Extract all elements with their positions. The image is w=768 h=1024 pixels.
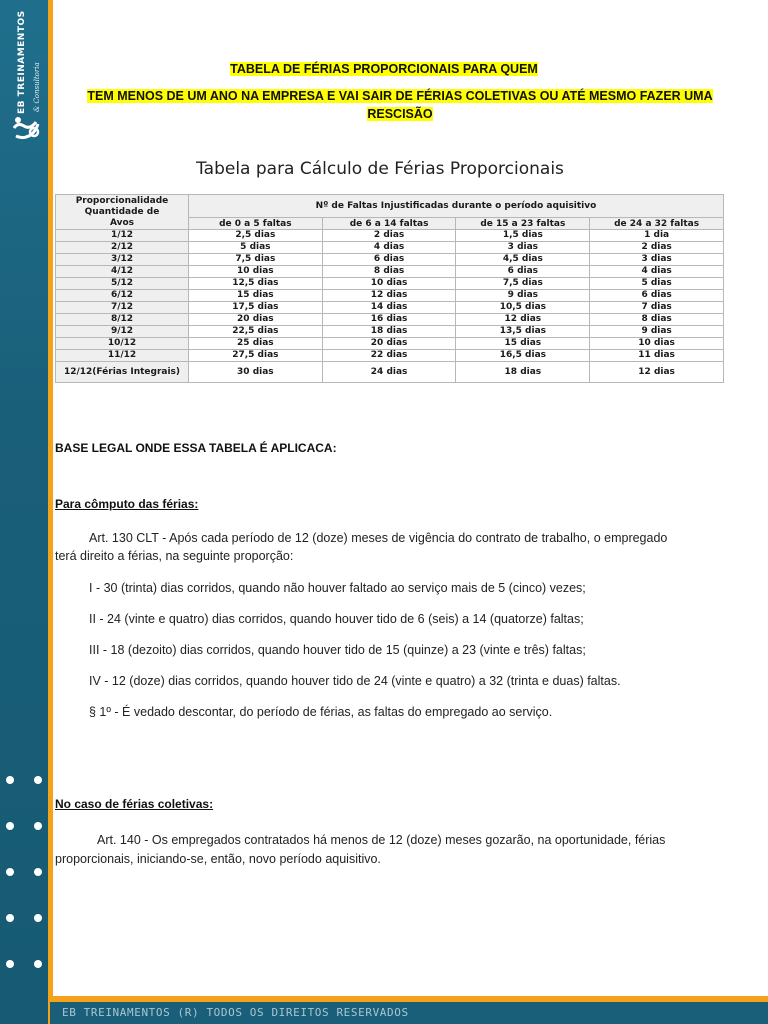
column-header: de 6 a 14 faltas <box>322 218 456 230</box>
coletivas-heading: No caso de férias coletivas: <box>55 797 214 811</box>
footer <box>50 1002 768 1024</box>
dias-cell: 16 dias <box>322 314 456 326</box>
dias-cell: 10,5 dias <box>456 302 590 314</box>
dias-cell: 8 dias <box>322 266 456 278</box>
dias-cell: 27,5 dias <box>188 350 322 362</box>
dias-cell: 2 dias <box>322 230 456 242</box>
dias-cell: 3 dias <box>590 254 724 266</box>
avos-cell: 11/12 <box>56 350 189 362</box>
dias-cell: 12 dias <box>322 290 456 302</box>
dias-cell: 18 dias <box>456 362 590 383</box>
dias-cell: 3 dias <box>456 242 590 254</box>
avos-cell: 5/12 <box>56 278 189 290</box>
table-row <box>56 278 724 290</box>
dias-cell: 10 dias <box>322 278 456 290</box>
dias-cell: 30 dias <box>188 362 322 383</box>
art130-line2: terá direito a férias, na seguinte proporção: <box>55 549 294 563</box>
avos-cell: 7/12 <box>56 302 189 314</box>
dias-cell: 6 dias <box>590 290 724 302</box>
avos-cell: 9/12 <box>56 326 189 338</box>
dias-cell: 10 dias <box>188 266 322 278</box>
footer-text: EB TREINAMENTOS (R) TODOS OS DIREITOS RESERVADOS <box>62 1006 409 1019</box>
avos-cell: 3/12 <box>56 254 189 266</box>
dias-cell: 15 dias <box>188 290 322 302</box>
dias-cell: 12,5 dias <box>188 278 322 290</box>
column-header: de 15 a 23 faltas <box>456 218 590 230</box>
ferias-table <box>55 194 724 383</box>
inciso-2: II - 24 (vinte e quatro) dias corridos, quando houver tido de 6 (seis) a 14 (quatorze) faltas; <box>89 612 584 626</box>
table-row <box>56 326 724 338</box>
dias-cell: 14 dias <box>322 302 456 314</box>
dias-cell: 7 dias <box>590 302 724 314</box>
table-row <box>56 362 724 383</box>
dias-cell: 16,5 dias <box>456 350 590 362</box>
dias-cell: 2,5 dias <box>188 230 322 242</box>
table-row <box>56 338 724 350</box>
dias-cell: 5 dias <box>188 242 322 254</box>
dias-cell: 4 dias <box>322 242 456 254</box>
dias-cell: 12 dias <box>590 362 724 383</box>
sidebar <box>0 0 50 1024</box>
table-row <box>56 266 724 278</box>
dias-cell: 22,5 dias <box>188 326 322 338</box>
brand-name: EB TREINAMENTOS <box>17 10 27 114</box>
inciso-4: IV - 12 (doze) dias corridos, quando houver tido de 24 (vinte e quatro) a 32 (trinta e duas) faltas. <box>89 674 621 688</box>
header-line-1: TABELA DE FÉRIAS PROPORCIONAIS PARA QUEM <box>230 62 538 76</box>
table-row <box>56 242 724 254</box>
dias-cell: 4 dias <box>590 266 724 278</box>
dias-cell: 15 dias <box>456 338 590 350</box>
avos-cell: 4/12 <box>56 266 189 278</box>
computo-heading: Para cômputo das férias: <box>55 497 199 511</box>
dias-cell: 20 dias <box>322 338 456 350</box>
dias-cell: 9 dias <box>456 290 590 302</box>
group-header: Nº de Faltas Injustificadas durante o período aquisitivo <box>188 195 723 218</box>
corner-header: Proporcionalidade Quantidade de Avos <box>56 195 189 230</box>
art140-line1: Art. 140 - Os empregados contratados há menos de 12 (doze) meses gozarão, na oportunidade, férias <box>97 833 666 847</box>
table-row <box>56 254 724 266</box>
dias-cell: 6 dias <box>322 254 456 266</box>
dias-cell: 1,5 dias <box>456 230 590 242</box>
dias-cell: 25 dias <box>188 338 322 350</box>
sidebar-accent-stripe <box>48 0 53 1024</box>
dias-cell: 2 dias <box>590 242 724 254</box>
dias-cell: 10 dias <box>590 338 724 350</box>
dias-cell: 13,5 dias <box>456 326 590 338</box>
art130-line1: Art. 130 CLT - Após cada período de 12 (doze) meses de vigência do contrato de trabalho, o empregado <box>89 531 668 545</box>
avos-cell: 6/12 <box>56 290 189 302</box>
base-legal-heading: BASE LEGAL ONDE ESSA TABELA É APLICACA: <box>55 441 337 455</box>
dias-cell: 11 dias <box>590 350 724 362</box>
table-row <box>56 230 724 242</box>
avos-cell: 1/12 <box>56 230 189 242</box>
avos-cell: 10/12 <box>56 338 189 350</box>
table-row <box>56 290 724 302</box>
avos-cell: 12/12(Férias Integrais) <box>56 362 189 383</box>
table-row <box>56 302 724 314</box>
table-title: Tabela para Cálculo de Férias Proporcionais <box>196 159 564 179</box>
dias-cell: 7,5 dias <box>188 254 322 266</box>
table-row <box>56 350 724 362</box>
dias-cell: 12 dias <box>456 314 590 326</box>
dias-cell: 7,5 dias <box>456 278 590 290</box>
dias-cell: 6 dias <box>456 266 590 278</box>
dias-cell: 9 dias <box>590 326 724 338</box>
avos-cell: 8/12 <box>56 314 189 326</box>
inciso-3: III - 18 (dezoito) dias corridos, quando houver tido de 15 (quinze) a 23 (vinte e três) faltas; <box>89 643 586 657</box>
dias-cell: 5 dias <box>590 278 724 290</box>
column-header: de 24 a 32 faltas <box>590 218 724 230</box>
dias-cell: 4,5 dias <box>456 254 590 266</box>
avos-cell: 2/12 <box>56 242 189 254</box>
paragrafo-1: § 1º - É vedado descontar, do período de férias, as faltas do empregado ao serviço. <box>89 705 553 719</box>
brand-logo-icon <box>8 110 44 142</box>
dias-cell: 17,5 dias <box>188 302 322 314</box>
inciso-1: I - 30 (trinta) dias corridos, quando não houver faltado ao serviço mais de 5 (cinco) vezes; <box>89 581 586 595</box>
dias-cell: 1 dia <box>590 230 724 242</box>
dias-cell: 22 dias <box>322 350 456 362</box>
table-row <box>56 314 724 326</box>
dias-cell: 8 dias <box>590 314 724 326</box>
brand-subtitle: & Consultoria <box>33 62 41 112</box>
dias-cell: 24 dias <box>322 362 456 383</box>
header-line-2: TEM MENOS DE UM ANO NA EMPRESA E VAI SAIR DE FÉRIAS COLETIVAS OU ATÉ MESMO FAZER UMA RESCISÃO <box>87 89 713 121</box>
dias-cell: 18 dias <box>322 326 456 338</box>
column-header: de 0 a 5 faltas <box>188 218 322 230</box>
dias-cell: 20 dias <box>188 314 322 326</box>
art140-line2: proporcionais, iniciando-se, então, novo período aquisitivo. <box>55 852 381 866</box>
